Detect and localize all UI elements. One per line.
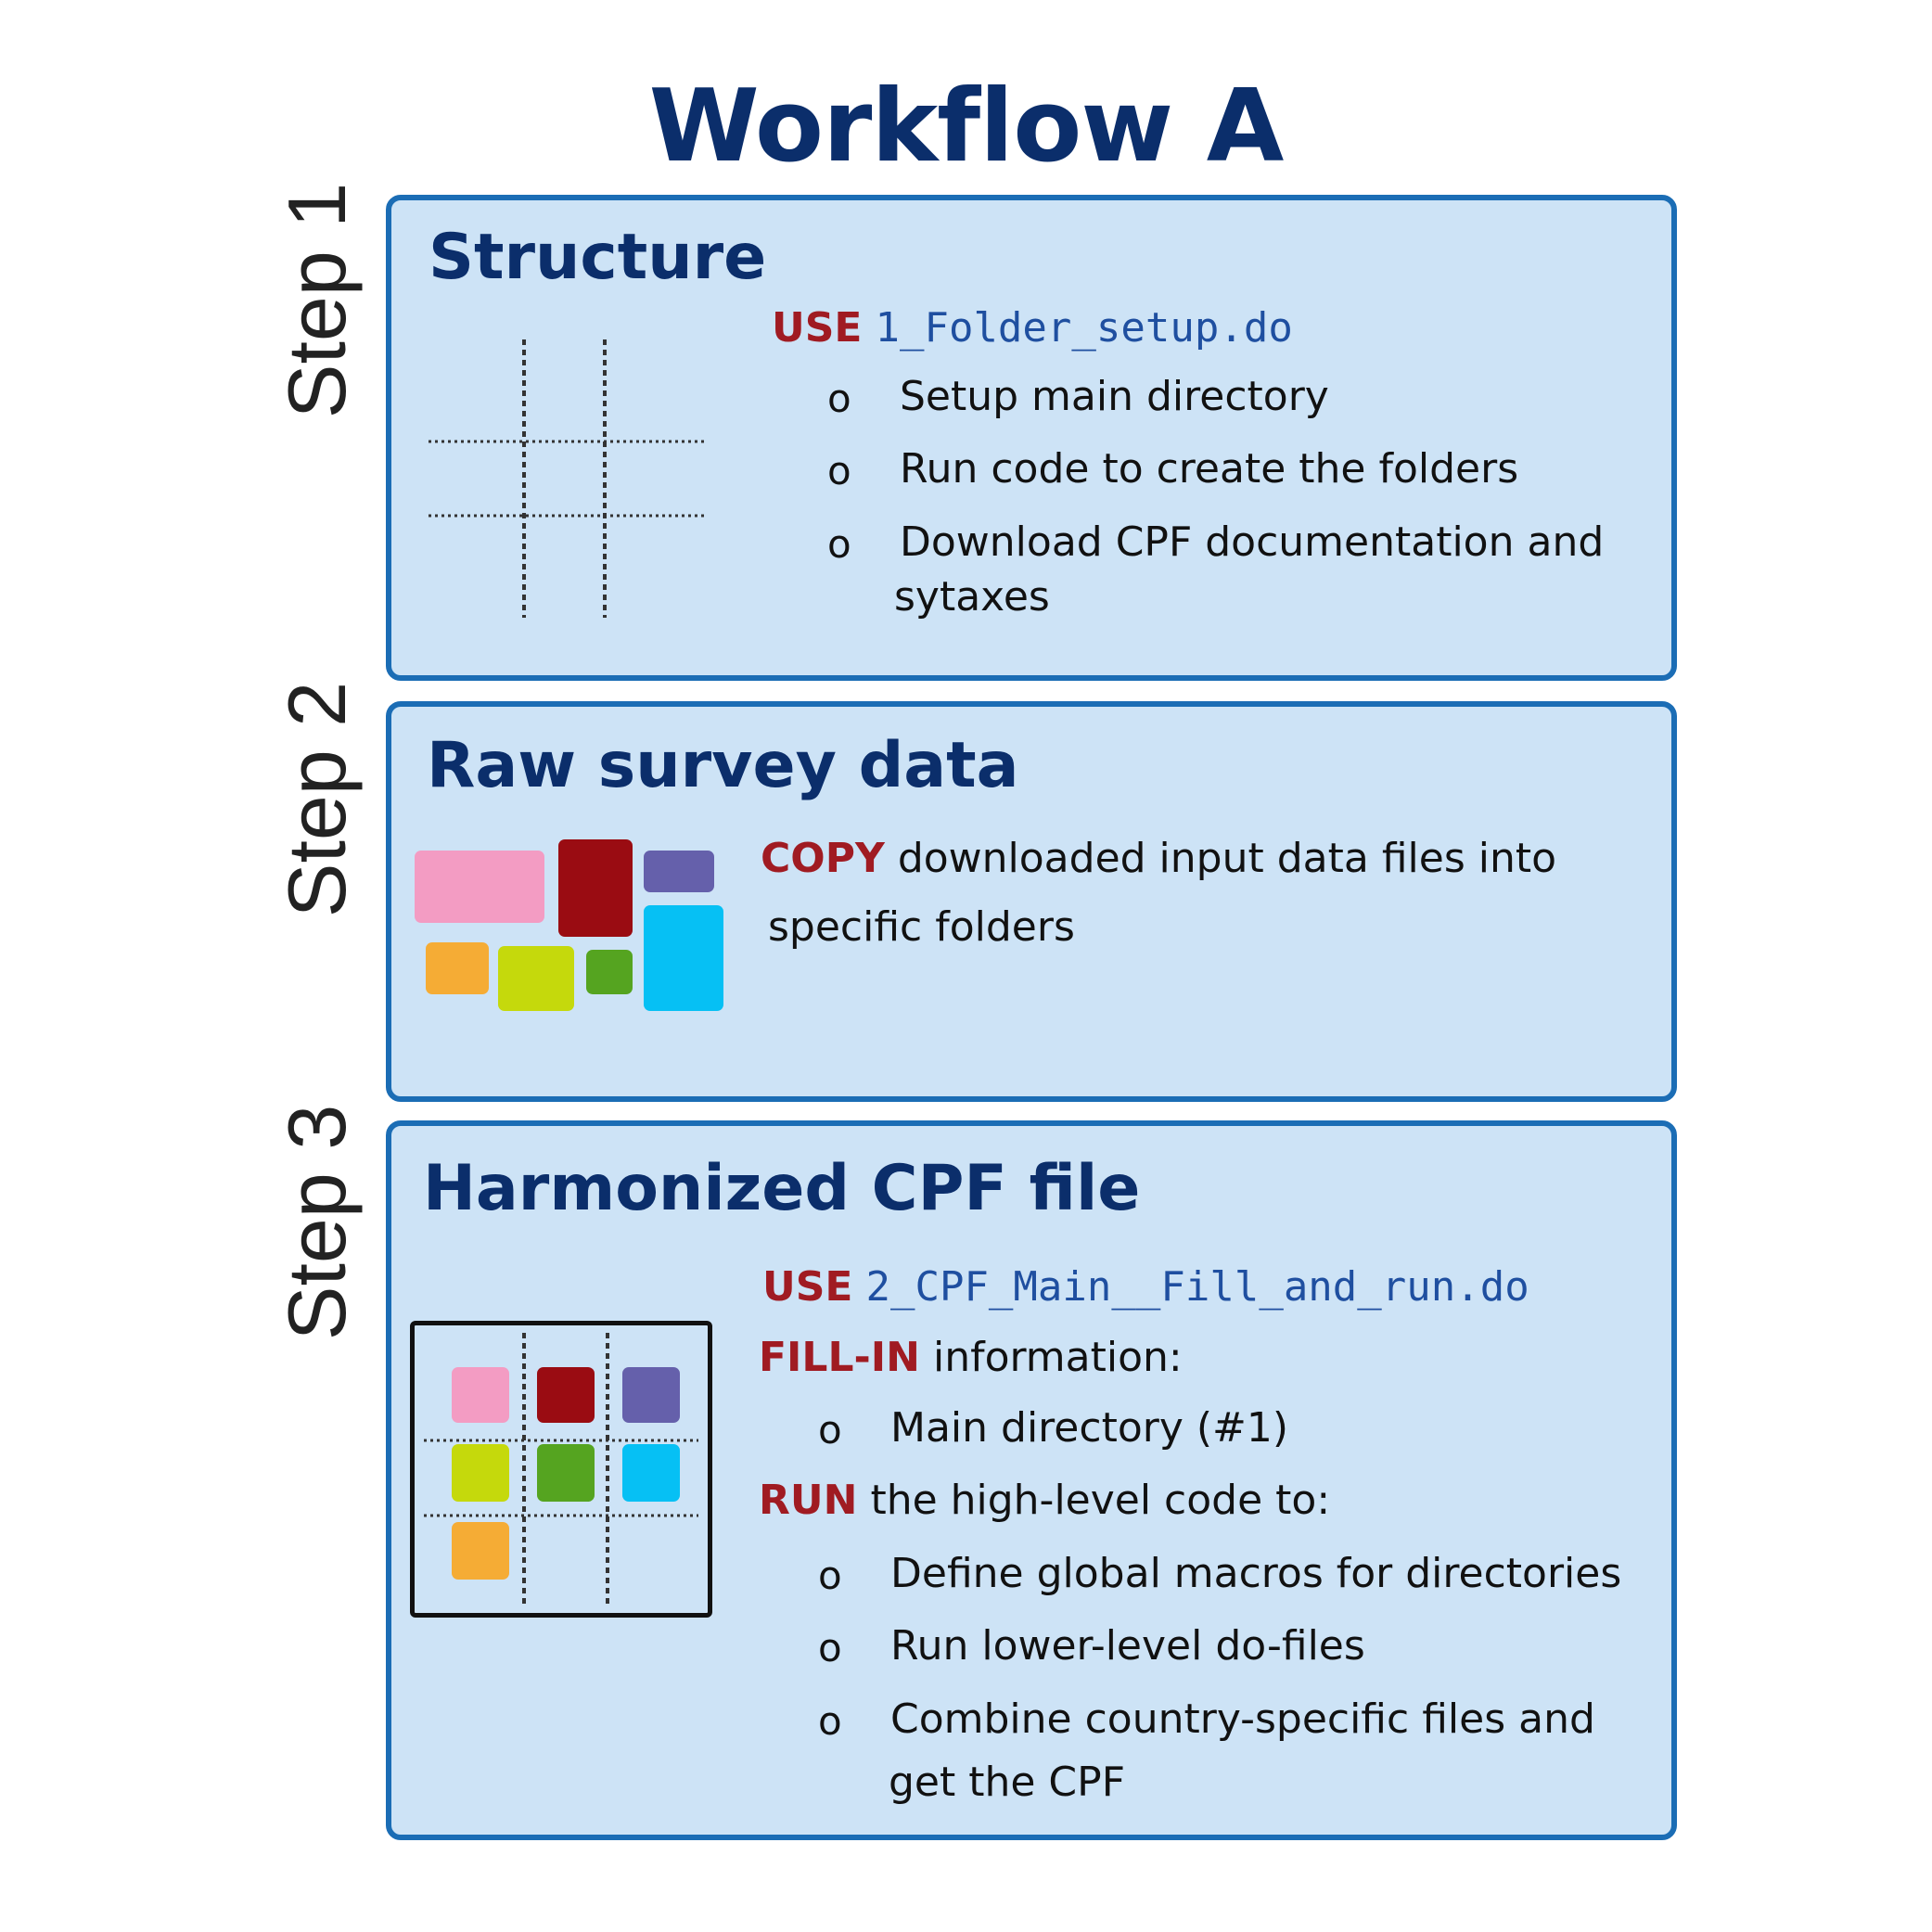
step-3-label: Step 3: [271, 1104, 363, 1341]
step-2-heading: Raw survey data: [427, 729, 1019, 802]
step-3-use-line: [762, 1261, 1529, 1313]
step-3-run-bullet-3: Combine country-specific files and: [890, 1695, 1595, 1743]
step-1-bullet-3-continuation: sytaxes: [894, 573, 1050, 621]
step-1-bullet-1: Setup main directory: [900, 373, 1329, 420]
page-title: Workflow A: [648, 69, 1284, 185]
bullet-marker: o: [818, 1553, 842, 1598]
step-2-label: Step 2: [271, 681, 363, 918]
folder-grid-icon: [429, 339, 707, 618]
orange-data-file-icon: [426, 942, 489, 994]
step-1-bullet-3: Download CPF documentation and: [900, 518, 1605, 566]
step-3-fill-bullet-1: Main directory (#1): [890, 1404, 1289, 1452]
run-keyword: RUN: [759, 1477, 858, 1524]
lime-cell-icon: [452, 1444, 509, 1502]
step-1-use-line: [772, 302, 1293, 354]
bullet-marker: o: [827, 521, 851, 567]
step-3-run-bullet-1: Define global macros for directories: [890, 1550, 1622, 1597]
step-1-panel: [386, 195, 1677, 681]
step-3-fill-line: [759, 1332, 1183, 1384]
harmonized-grid-icon: [410, 1321, 712, 1618]
bullet-marker: o: [827, 448, 851, 493]
step-2-panel: [386, 701, 1677, 1102]
purple-cell-icon: [622, 1367, 680, 1423]
step-3-run-bullet-3-continuation: get the CPF: [889, 1759, 1125, 1806]
run-text: the high-level code to:: [870, 1477, 1331, 1524]
step-3-panel: [386, 1120, 1677, 1840]
step-3-run-line: [759, 1475, 1330, 1527]
lime-data-file-icon: [498, 946, 574, 1011]
main-fill-and-run-file: 2_CPF_Main__Fill_and_run.do: [865, 1263, 1529, 1311]
pink-data-file-icon: [415, 851, 544, 923]
copy-keyword: COPY: [761, 835, 885, 882]
cyan-cell-icon: [622, 1444, 680, 1502]
cyan-data-file-icon: [644, 905, 723, 1011]
use-keyword: USE: [772, 304, 863, 352]
dark-red-data-file-icon: [558, 839, 633, 937]
folder-setup-file: 1_Folder_setup.do: [875, 304, 1293, 352]
step-3-heading: Harmonized CPF file: [423, 1152, 1141, 1225]
bullet-marker: o: [818, 1625, 842, 1670]
step-2-copy-line: [761, 833, 1556, 885]
green-cell-icon: [537, 1444, 595, 1502]
fill-in-text: information:: [932, 1334, 1183, 1381]
bullet-marker: o: [818, 1407, 842, 1452]
pink-cell-icon: [452, 1367, 509, 1423]
step-1-label: Step 1: [271, 182, 363, 419]
bullet-marker: o: [818, 1698, 842, 1744]
fill-in-keyword: FILL-IN: [759, 1334, 920, 1381]
bullet-marker: o: [827, 376, 851, 421]
step-1-bullet-2: Run code to create the folders: [900, 445, 1519, 493]
step-3-run-bullet-2: Run lower-level do-files: [890, 1622, 1365, 1670]
step-1-heading: Structure: [429, 221, 767, 294]
step-2-copy-line-2: specific folders: [768, 903, 1075, 951]
copy-text: downloaded input data files into: [897, 835, 1557, 882]
dark-red-cell-icon: [537, 1367, 595, 1423]
green-data-file-icon: [586, 950, 633, 994]
orange-cell-icon: [452, 1522, 509, 1580]
use-keyword: USE: [762, 1263, 853, 1311]
purple-data-file-icon: [644, 851, 714, 892]
